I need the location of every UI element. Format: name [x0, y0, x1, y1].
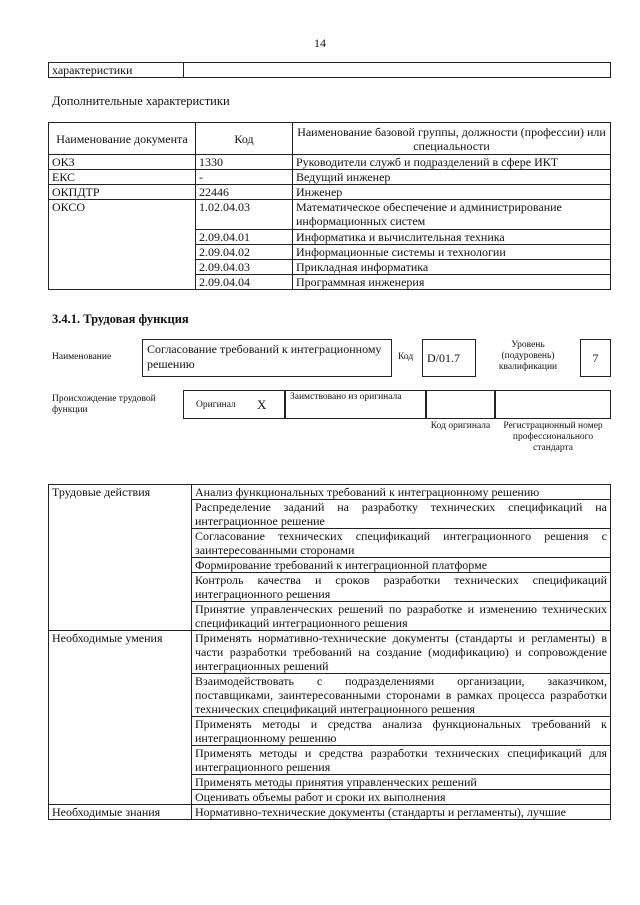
table-row-code: 2.09.04.04 — [196, 275, 293, 290]
table-row-code: 2.09.04.01 — [196, 230, 293, 245]
labor-function-table — [48, 484, 611, 820]
origin-code-box — [426, 390, 495, 419]
table-row-name: Информатика и вычислительная техника — [293, 230, 611, 245]
function-code-label: Код — [398, 352, 414, 362]
level-value: 7 — [580, 339, 611, 377]
function-name-label: Наименование — [52, 352, 112, 362]
group-label-knowledge: Необходимые знания — [49, 805, 192, 820]
list-item: Оценивать объемы работ и сроки их выполнения — [192, 790, 611, 805]
function-code-value: D/01.7 — [422, 339, 476, 377]
extra-title: Дополнительные характеристики — [52, 94, 230, 108]
table-row-code: - — [196, 170, 293, 185]
table-row-name: Программная инженерия — [293, 275, 611, 290]
list-item: Анализ функциональных требований к интеграционному решению — [192, 485, 611, 500]
list-item: Распределение заданий на разработку технических спецификаций на интеграционное решение — [192, 500, 611, 529]
table-row-name: Инженер — [293, 185, 611, 200]
page-number: 14 — [314, 36, 326, 50]
list-item: Контроль качества и сроков разработки технических спецификаций интеграционного решения — [192, 573, 611, 602]
table-row-code: 22446 — [196, 185, 293, 200]
origin-original-mark: X — [257, 397, 267, 412]
group-label-actions: Трудовые действия — [49, 485, 192, 631]
list-item: Применять нормативно-технические документы (стандарты и регламенты) в части разработки требований на создание (модификацию) и сопровождение интеграционных решений — [192, 631, 611, 674]
list-item: Применять методы и средства анализа функциональных требований к интеграционному решению — [192, 717, 611, 746]
extra-characteristics-table — [48, 122, 611, 290]
list-item: Применять методы принятия управленческих решений — [192, 775, 611, 790]
list-item: Взаимодействовать с подразделениями организации, заказчиком, поставщиками, заинтересованными сторонами в рамках процесса разработки технических спецификаций интеграционного решения — [192, 674, 611, 717]
section-title: 3.4.1. Трудовая функция — [52, 312, 189, 326]
function-name-value: Согласование требований к интеграционному решению — [142, 339, 392, 377]
header-code: Код — [196, 123, 293, 155]
list-item: Нормативно-технические документы (стандарты и регламенты), лучшие — [192, 805, 611, 820]
header-doc: Наименование документа — [49, 123, 196, 155]
list-item: Принятие управленческих решений по разработке и изменению технических спецификаций интеграционного решения — [192, 602, 611, 631]
group-label-skills: Необходимые умения — [49, 631, 192, 805]
table-row-doc: ЕКС — [49, 170, 196, 185]
origin-original-label: Оригинал — [196, 400, 236, 410]
table-row-doc: ОКЗ — [49, 155, 196, 170]
origin-code-caption: Код оригинала — [430, 421, 491, 431]
origin-original-box — [183, 390, 285, 419]
origin-reg-caption: Регистрационный номер профессионального стандарта — [503, 421, 603, 453]
table-row-code: 2.09.04.02 — [196, 245, 293, 260]
table-row-name: Информационные системы и технологии — [293, 245, 611, 260]
origin-label: Происхождение трудовой функции — [52, 394, 156, 415]
top-continuation-table — [48, 62, 611, 78]
table-row-name: Ведущий инженер — [293, 170, 611, 185]
table-row-name: Руководители служб и подразделений в сфере ИКТ — [293, 155, 611, 170]
list-item: Применять методы и средства разработки технических спецификаций для интеграционного решения — [192, 746, 611, 775]
level-label: Уровень (подуровень) квалификации — [498, 340, 558, 372]
top-row-value — [184, 63, 611, 78]
table-row-doc: ОКПДТР — [49, 185, 196, 200]
origin-reg-box — [495, 390, 611, 419]
origin-borrowed-label: Заимствовано из оригинала — [285, 390, 426, 419]
table-row-code: 1330 — [196, 155, 293, 170]
list-item: Согласование технических спецификаций интеграционного решения с заинтересованными сторонами — [192, 529, 611, 558]
table-row-name: Математическое обеспечение и администрирование информационных систем — [293, 200, 611, 230]
header-name: Наименование базовой группы, должности (профессии) или специальности — [293, 123, 611, 155]
table-row-code: 2.09.04.03 — [196, 260, 293, 275]
top-row-label: характеристики — [49, 63, 184, 78]
list-item: Формирование требований к интеграционной платформе — [192, 558, 611, 573]
table-row-name: Прикладная информатика — [293, 260, 611, 275]
table-row-code: 1.02.04.03 — [196, 200, 293, 230]
table-row-doc: ОКСО — [49, 200, 196, 290]
